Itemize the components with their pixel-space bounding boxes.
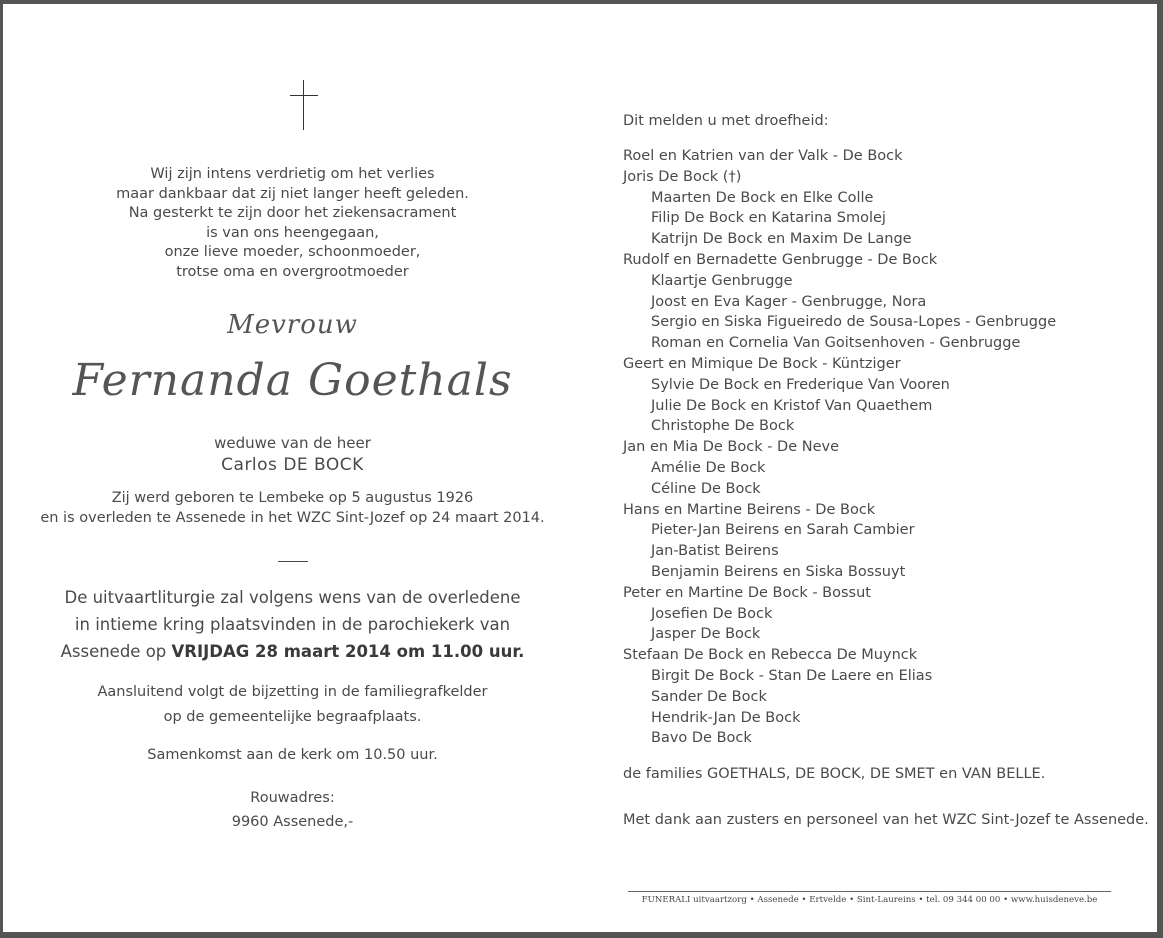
family-member: Rudolf en Bernadette Genbrugge - De Bock	[623, 251, 938, 268]
intro-line: Wij zijn intens verdrietig om het verlies	[150, 166, 435, 182]
burial-line: Aansluitend volgt de bijzetting in de familiegrafkelder	[97, 684, 488, 700]
family-member: Geert en Mimique De Bock - Küntziger	[623, 355, 901, 372]
family-member: Christophe De Bock	[651, 418, 795, 435]
family-member: Sander De Bock	[651, 688, 767, 705]
husband-name: Carlos DE BOCK	[221, 455, 364, 475]
life-dates	[40, 489, 545, 528]
family-member: Joris De Bock (†)	[623, 168, 742, 185]
liturgy-place: Assenede op	[60, 642, 172, 661]
family-member: Hendrik-Jan De Bock	[651, 709, 801, 726]
footer-divider	[628, 891, 1111, 892]
family-member: Julie De Bock en Kristof Van Quaethem	[651, 397, 933, 414]
birth-line: Zij werd geboren te Lembeke op 5 augustus 1926	[111, 490, 474, 506]
family-member: Jan-Batist Beirens	[651, 543, 779, 560]
intro-text	[40, 165, 545, 282]
liturgy-line: De uitvaartliturgie zal volgens wens van de overledene	[64, 588, 521, 607]
announcement-heading: Dit melden u met droefheid:	[623, 113, 829, 129]
intro-line: is van ons heengegaan,	[206, 224, 379, 241]
family-member: Peter en Martine De Bock - Bossut	[623, 584, 871, 601]
liturgy-line	[40, 638, 545, 665]
family-member: Birgit De Bock - Stan De Laere en Elias	[651, 667, 933, 684]
address-label: Rouwadres:	[250, 790, 335, 806]
intro-line: trotse oma en overgrootmoeder	[176, 263, 409, 280]
liturgy-datetime: VRIJDAG 28 maart 2014 om 11.00 uur.	[171, 642, 525, 661]
intro-line: Na gesterkt te zijn door het ziekensacrament	[128, 205, 457, 221]
family-member: Sylvie De Bock en Frederique Van Vooren	[651, 376, 950, 393]
divider	[278, 561, 308, 562]
family-member: Bavo De Bock	[651, 730, 752, 747]
mourning-address	[40, 786, 545, 834]
families-line: de families GOETHALS, DE BOCK, DE SMET en VAN BELLE.	[623, 766, 1046, 782]
family-member: Sergio en Siska Figueiredo de Sousa-Lopes - Genbrugge	[651, 314, 1057, 331]
liturgy-line: in intieme kring plaatsvinden in de parochiekerk van	[74, 615, 511, 634]
intro-line: onze lieve moeder, schoonmoeder,	[164, 244, 421, 260]
cross-icon	[290, 80, 318, 130]
family-member: Jan en Mia De Bock - De Neve	[623, 439, 840, 456]
family-member: Roman en Cornelia Van Goitsenhoven - Genbrugge	[651, 335, 1021, 352]
family-member: Amélie De Bock	[651, 459, 766, 476]
family-member: Benjamin Beirens en Siska Bossuyt	[651, 563, 906, 580]
family-member: Maarten De Bock en Elke Colle	[651, 189, 874, 206]
family-member: Pieter-Jan Beirens en Sarah Cambier	[651, 522, 915, 539]
funeral-home-footer: FUNERALI uitvaartzorg • Assenede • Ertvelde • Sint-Laureins • tel. 09 344 00 00 • www.huisdeneve.be	[641, 895, 1098, 905]
family-member: Filip De Bock en Katarina Smolej	[651, 210, 886, 227]
widow-of	[40, 432, 545, 476]
widow-label: weduwe van de heer	[214, 434, 371, 452]
intro-line: maar dankbaar dat zij niet langer heeft geleden.	[116, 185, 469, 202]
family-list	[623, 146, 1056, 749]
burial-line: op de gemeentelijke begraafplaats.	[163, 709, 422, 725]
death-line: en is overleden te Assenede in het WZC Sint-Jozef op 24 maart 2014.	[40, 509, 545, 526]
address-value: 9960 Assenede,-	[231, 814, 354, 830]
family-member: Roel en Katrien van der Valk - De Bock	[623, 148, 903, 164]
family-member: Jasper De Bock	[651, 626, 761, 643]
deceased-name: Fernanda Goethals	[72, 355, 513, 406]
honorific: Mevrouw	[227, 310, 358, 340]
family-member: Joost en Eva Kager - Genbrugge, Nora	[651, 293, 927, 310]
thanks-line: Met dank aan zusters en personeel van het WZC Sint-Jozef te Assenede.	[623, 812, 1149, 828]
liturgy-text	[40, 584, 545, 665]
family-member: Josefien De Bock	[651, 605, 773, 622]
burial-text	[40, 680, 545, 730]
family-member: Hans en Martine Beirens - De Bock	[623, 501, 876, 518]
family-member: Katrijn De Bock en Maxim De Lange	[651, 231, 912, 248]
family-member: Stefaan De Bock en Rebecca De Muynck	[623, 647, 918, 664]
meeting-text: Samenkomst aan de kerk om 10.50 uur.	[147, 747, 438, 763]
family-member: Klaartje Genbrugge	[651, 272, 793, 289]
family-member: Céline De Bock	[651, 480, 761, 497]
